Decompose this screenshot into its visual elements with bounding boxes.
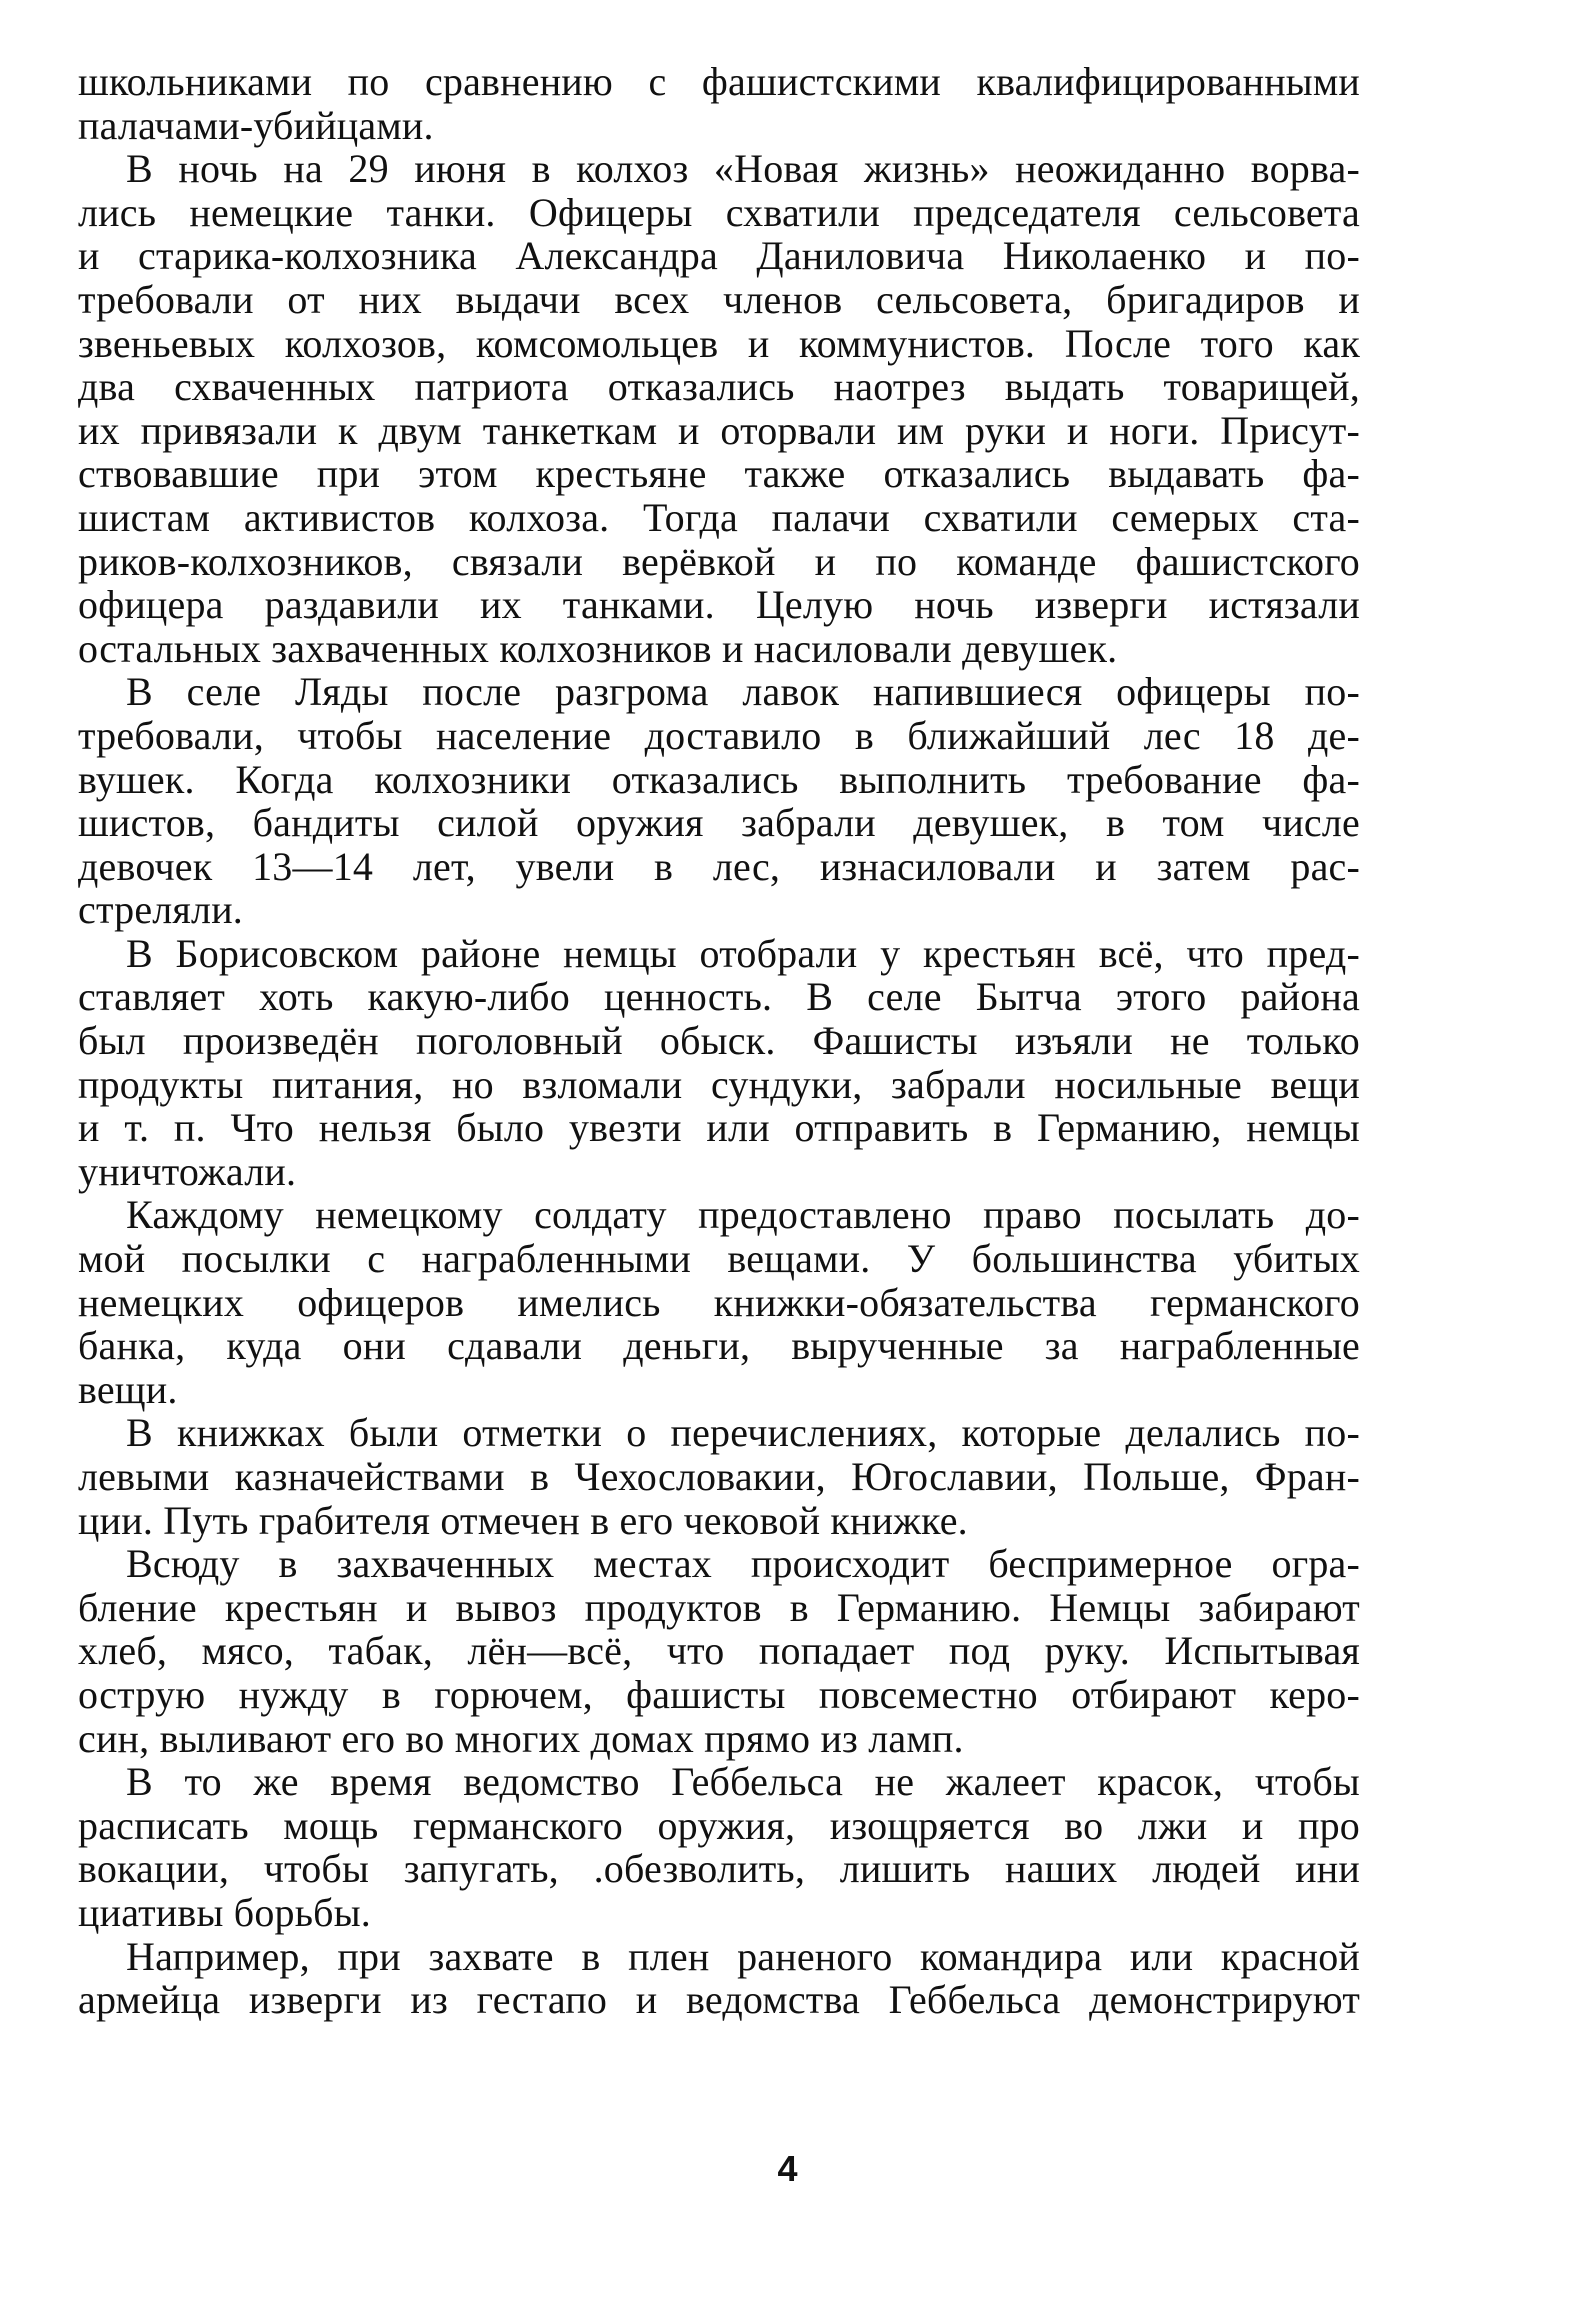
text-line: Каждому немецкому солдату предоставлено право посылать до- (126, 1192, 1360, 1238)
text-line: шистов, бандиты силой оружия забрали девушек, в том числе (78, 800, 1360, 846)
paragraph (78, 60, 1360, 147)
text-line: В Борисовском районе немцы отобрали у крестьян всё, что пред- (126, 930, 1360, 976)
text-line: син, выливают его во многих домах прямо из ламп. (78, 1715, 964, 1761)
text-line: риков-колхозников, связали верёвкой и по команде фашистского (78, 538, 1360, 584)
paragraph (78, 1542, 1360, 1760)
text-line: два схваченных патриота отказались наотрез выдать товарищей, (78, 364, 1360, 410)
text-line: левыми казначействами в Чехословакии, Югославии, Польше, Фран- (78, 1454, 1360, 1499)
text-line: В селе Ляды после разгрома лавок напившиеся офицеры по- (126, 669, 1360, 715)
text-line: бление крестьян и вывоз продуктов в Германию. Немцы забирают (78, 1584, 1360, 1630)
text-line: вещи. (78, 1366, 178, 1412)
text-line: вушек. Когда колхозники отказались выполнить требование фа- (78, 756, 1360, 802)
text-line: Например, при захвате в плен раненого командира или красной (126, 1933, 1360, 1979)
text-line: и т. п. Что нельзя было увезти или отправить в Германию, немцы (78, 1105, 1360, 1151)
paragraph (78, 1935, 1360, 2022)
text-line: ставляет хоть какую-либо ценность. В селе Бытча этого района (78, 974, 1360, 1020)
text-line: В ночь на 29 июня в колхоз «Новая жизнь» неожиданно ворва- (126, 146, 1360, 192)
text-line: требовали, чтобы население доставило в ближайший лес 18 де- (78, 712, 1360, 758)
text-line: и старика-колхозника Александра Даниловича Николаенко и по- (78, 233, 1360, 279)
text-line: В то же время ведомство Геббельса не жалеет красок, чтобы (126, 1759, 1360, 1805)
text-line: был произведён поголовный обыск. Фашисты изъяли не только (78, 1018, 1360, 1064)
text-line: девочек 13—14 лет, увели в лес, изнасиловали и затем рас- (78, 843, 1360, 889)
text-line: ствовавшие при этом крестьяне также отказались выдавать фа- (78, 451, 1360, 497)
text-line: армейца изверги из гестапо и ведомства Геббельса демонстрируют (78, 1977, 1360, 2023)
text-line: шистам активистов колхоза. Тогда палачи схватили семерых ста- (78, 494, 1360, 540)
text-line: мой посылки с награбленными вещами. У большинства убитых (78, 1236, 1360, 1282)
paragraph (78, 1193, 1360, 1411)
text-line: вокации, чтобы запугать, .обезволить, лишить наших людей ини (78, 1846, 1360, 1892)
text-line: их привязали к двум танкеткам и оторвали им руки и ноги. Присут- (78, 407, 1360, 453)
paragraph (78, 670, 1360, 932)
text-line: стреляли. (78, 887, 244, 933)
paragraph (78, 932, 1360, 1194)
text-line: лись немецкие танки. Офицеры схватили председателя сельсовета (78, 189, 1360, 235)
paragraph (78, 1411, 1360, 1542)
text-line: хлеб, мясо, табак, лён—всё, что попадает под руку. Испытывая (78, 1628, 1360, 1674)
text-line: требовали от них выдачи всех членов сельсовета, бригадиров и (78, 276, 1360, 322)
page-number: 4 (777, 2148, 798, 2189)
text-line: остальных захваченных колхозников и насиловали девушек. (78, 625, 1118, 671)
text-line: уничтожали. (78, 1148, 297, 1194)
text-line: Всюду в захваченных местах происходит беспримерное огра- (126, 1541, 1360, 1587)
text-line: острую нужду в горючем, фашисты повсеместно отбирают керо- (78, 1671, 1360, 1717)
text-line: В книжках были отметки о перечислениях, которые делались по- (126, 1410, 1360, 1456)
paragraph (78, 147, 1360, 670)
text-line: палачами-убийцами. (78, 102, 434, 148)
text-line: банка, куда они сдавали деньги, вырученные за награбленные (78, 1323, 1360, 1369)
text-line: школьниками по сравнению с фашистскими квалифицированными (78, 59, 1360, 104)
text-line: продукты питания, но взломали сундуки, забрали носильные вещи (78, 1061, 1360, 1107)
text-line: циативы борьбы. (78, 1889, 371, 1935)
text-line: офицера раздавили их танками. Целую ночь изверги истязали (78, 582, 1360, 628)
text-line: расписать мощь германского оружия, изощряется во лжи и про (78, 1802, 1360, 1848)
paragraph (78, 1760, 1360, 1934)
page-body (78, 60, 1360, 2022)
text-line: немецких офицеров имелись книжки-обязательства германского (78, 1279, 1360, 1325)
text-line: ции. Путь грабителя отмечен в его чековой книжке. (78, 1497, 968, 1543)
text-line: звеньевых колхозов, комсомольцев и коммунистов. После того как (78, 320, 1360, 366)
